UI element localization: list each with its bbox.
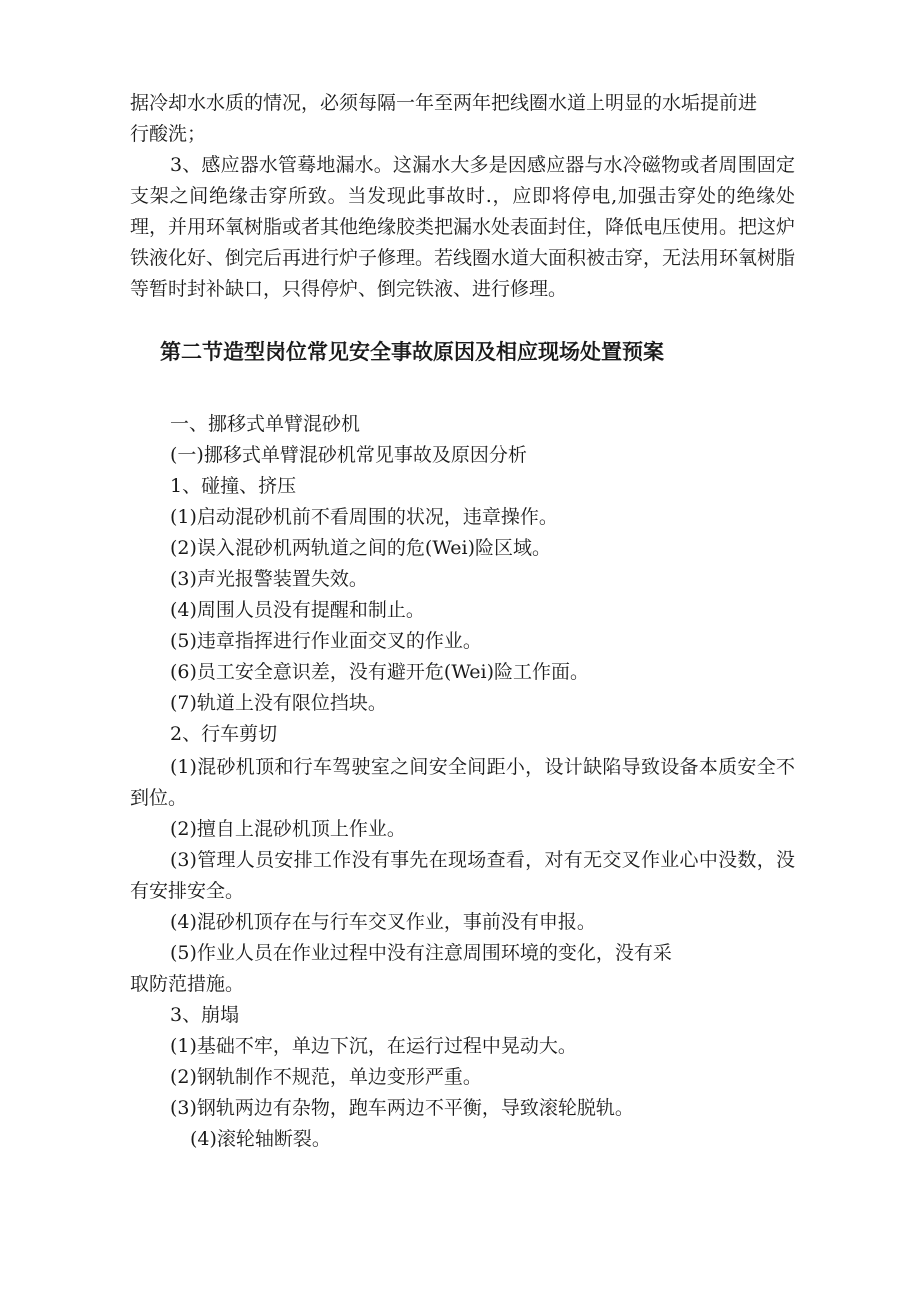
category-2-item-3: (3)管理人员安排工作没有事先在现场查看，对有无交叉作业心中没数，没有安排安全。 — [130, 849, 795, 902]
category-3-item-1: (1)基础不牢，单边下沉，在运行过程中晃动大。 — [170, 1035, 577, 1057]
category-1-item-4: (4)周围人员没有提醒和制止。 — [170, 599, 425, 621]
category-1-item-6: (6)员工安全意识差，没有避开危(Wei)险工作面。 — [170, 661, 590, 683]
category-2-item-1: (1)混砂机顶和行车驾驶室之间安全间距小，设计缺陷导致设备本质安全不到位。 — [130, 756, 795, 809]
category-2-item-2: (2)擅自上混砂机顶上作业。 — [170, 818, 406, 840]
category-2-item-5-line-2: 取防范措施。 — [130, 973, 245, 995]
category-2-title: 2、行车剪切 — [170, 723, 278, 745]
intro-paragraph-3: 3、感应器水管蓦地漏水。这漏水大多是因感应器与水冷磁物或者周围固定支架之间绝缘击穿所致。当发现此事故时.，应即将停电,加强击穿处的绝缘处理，并用环氧树脂或者其他绝缘胶类把漏水处表面封住，降低电压使用。把这炉铁液化好、倒完后再进行炉子修理。若线圈水道大面积被击穿，无法用环氧树脂等暂时封补缺口，只得停炉、倒完铁液、进行修理。 — [130, 154, 796, 300]
document-page — [130, 88, 795, 1155]
category-1-title: 1、碰撞、挤压 — [170, 475, 297, 497]
category-2-item-4: (4)混砂机顶存在与行车交叉作业，事前没有申报。 — [170, 911, 596, 933]
category-1-item-7: (7)轨道上没有限位挡块。 — [170, 692, 387, 714]
category-3-item-2: (2)钢轨制作不规范，单边变形严重。 — [170, 1066, 482, 1088]
category-1-item-3: (3)声光报警装置失效。 — [170, 568, 368, 590]
category-3-title: 3、崩塌 — [170, 1004, 240, 1026]
category-2-item-5-line-1: (5)作业人员在作业过程中没有注意周围环境的变化，没有采 — [170, 942, 672, 964]
category-1-item-5: (5)违章指挥进行作业面交叉的作业。 — [170, 630, 482, 652]
category-1-item-2: (2)误入混砂机两轨道之间的危(Wei)险区域。 — [170, 537, 552, 559]
category-3-item-3: (3)钢轨两边有杂物，跑车两边不平衡，导致滚轮脱轨。 — [170, 1097, 634, 1119]
intro-line-1: 据冷却水水质的情况，必须每隔一年至两年把线圈水道上明显的水垢提前进 — [130, 92, 758, 114]
category-3-item-4: (4)滚轮轴断裂。 — [190, 1128, 331, 1150]
category-1-item-1: (1)启动混砂机前不看周围的状况，违章操作。 — [170, 506, 558, 528]
item-heading-1: 一、挪移式单臂混砂机 — [170, 413, 361, 435]
section-title: 第二节造型岗位常见安全事故原因及相应现场处置预案 — [160, 340, 664, 364]
item-heading-2: (一)挪移式单臂混砂机常见事故及原因分析 — [170, 444, 527, 466]
intro-line-2: 行酸洗； — [130, 123, 207, 145]
